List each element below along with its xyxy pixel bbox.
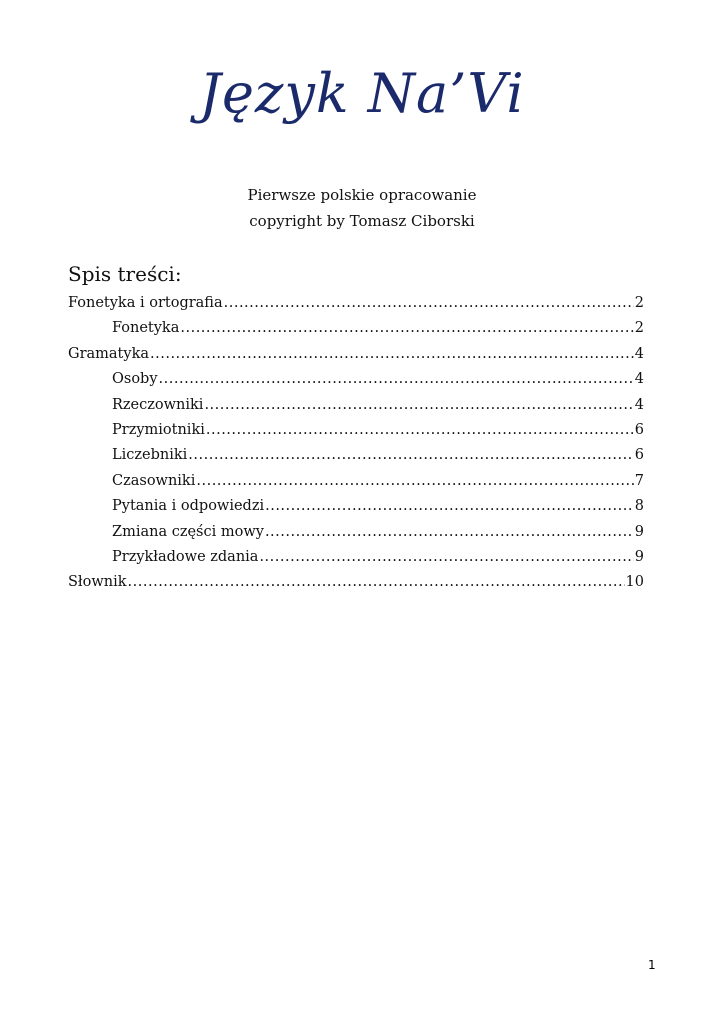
subtitle-line-1: Pierwsze polskie opracowanie <box>247 186 477 204</box>
toc-entry-page: 6 <box>634 447 644 464</box>
toc-entry-page: 2 <box>634 320 644 337</box>
toc-leader-dots <box>224 295 634 311</box>
toc-entry-label: Liczebniki <box>112 447 188 464</box>
toc-leader-dots <box>180 320 633 336</box>
toc-leader-dots <box>265 524 634 540</box>
toc-leader-dots <box>196 473 633 489</box>
toc-entry-liczebniki[interactable] <box>68 447 644 472</box>
toc-entry-page: 4 <box>634 371 644 388</box>
toc-leader-dots <box>128 574 625 590</box>
toc-entry-page: 2 <box>634 295 644 311</box>
toc-entry-przykladowe-zdania[interactable] <box>68 549 644 574</box>
toc-entry-page: 8 <box>634 498 644 515</box>
toc-entry-przymiotniki[interactable] <box>68 422 644 447</box>
toc-entry-label: Fonetyka i ortografia <box>68 295 223 311</box>
toc-entry-page: 6 <box>634 421 644 438</box>
toc-entry-label: Fonetyka <box>112 320 180 337</box>
toc-entry-label: Rzeczowniki <box>112 396 204 413</box>
toc-entry-page: 9 <box>634 548 644 565</box>
toc-entry-page: 4 <box>634 396 644 413</box>
toc-leader-dots <box>159 371 634 387</box>
toc-entry-czasowniki[interactable] <box>68 473 644 498</box>
toc-entry-slownik[interactable] <box>68 574 644 599</box>
toc-entry-page: 4 <box>634 345 644 362</box>
toc-leader-dots <box>259 549 633 565</box>
toc-entry-page: 10 <box>625 574 644 591</box>
page-number: 1 <box>648 958 656 972</box>
document-title: Język Na’Vi <box>199 62 525 125</box>
toc-entry-zmiana-czesci-mowy[interactable] <box>68 524 644 549</box>
toc-entry-page: 9 <box>634 523 644 540</box>
toc-entry-label: Osoby <box>112 371 158 388</box>
toc-entry-label: Zmiana części mowy <box>112 523 264 540</box>
toc-entry-label: Słownik <box>68 574 127 591</box>
toc-entry-label: Przymiotniki <box>112 421 205 438</box>
toc-entry-pytania-i-odpowiedzi[interactable] <box>68 498 644 523</box>
toc-leader-dots <box>188 447 633 463</box>
subtitle-line-2: copyright by Tomasz Ciborski <box>249 212 475 230</box>
toc-entry-osoby[interactable] <box>68 371 644 396</box>
toc-leader-dots <box>150 346 634 362</box>
toc-entry-page: 7 <box>634 472 644 489</box>
toc-leader-dots <box>204 397 633 413</box>
toc-entry-fonetyka[interactable] <box>68 320 644 345</box>
table-of-contents <box>68 295 644 600</box>
toc-entry-gramatyka[interactable] <box>68 346 644 371</box>
toc-leader-dots <box>206 422 634 438</box>
toc-entry-rzeczowniki[interactable] <box>68 397 644 422</box>
toc-entry-label: Pytania i odpowiedzi <box>112 498 265 515</box>
toc-leader-dots <box>265 498 634 514</box>
toc-entry-label: Gramatyka <box>68 345 150 362</box>
toc-heading: Spis treści: <box>68 262 182 286</box>
toc-entry-fonetyka-i-ortografia[interactable] <box>68 295 644 320</box>
toc-entry-label: Czasowniki <box>112 472 196 489</box>
toc-entry-label: Przykładowe zdania <box>112 548 259 565</box>
